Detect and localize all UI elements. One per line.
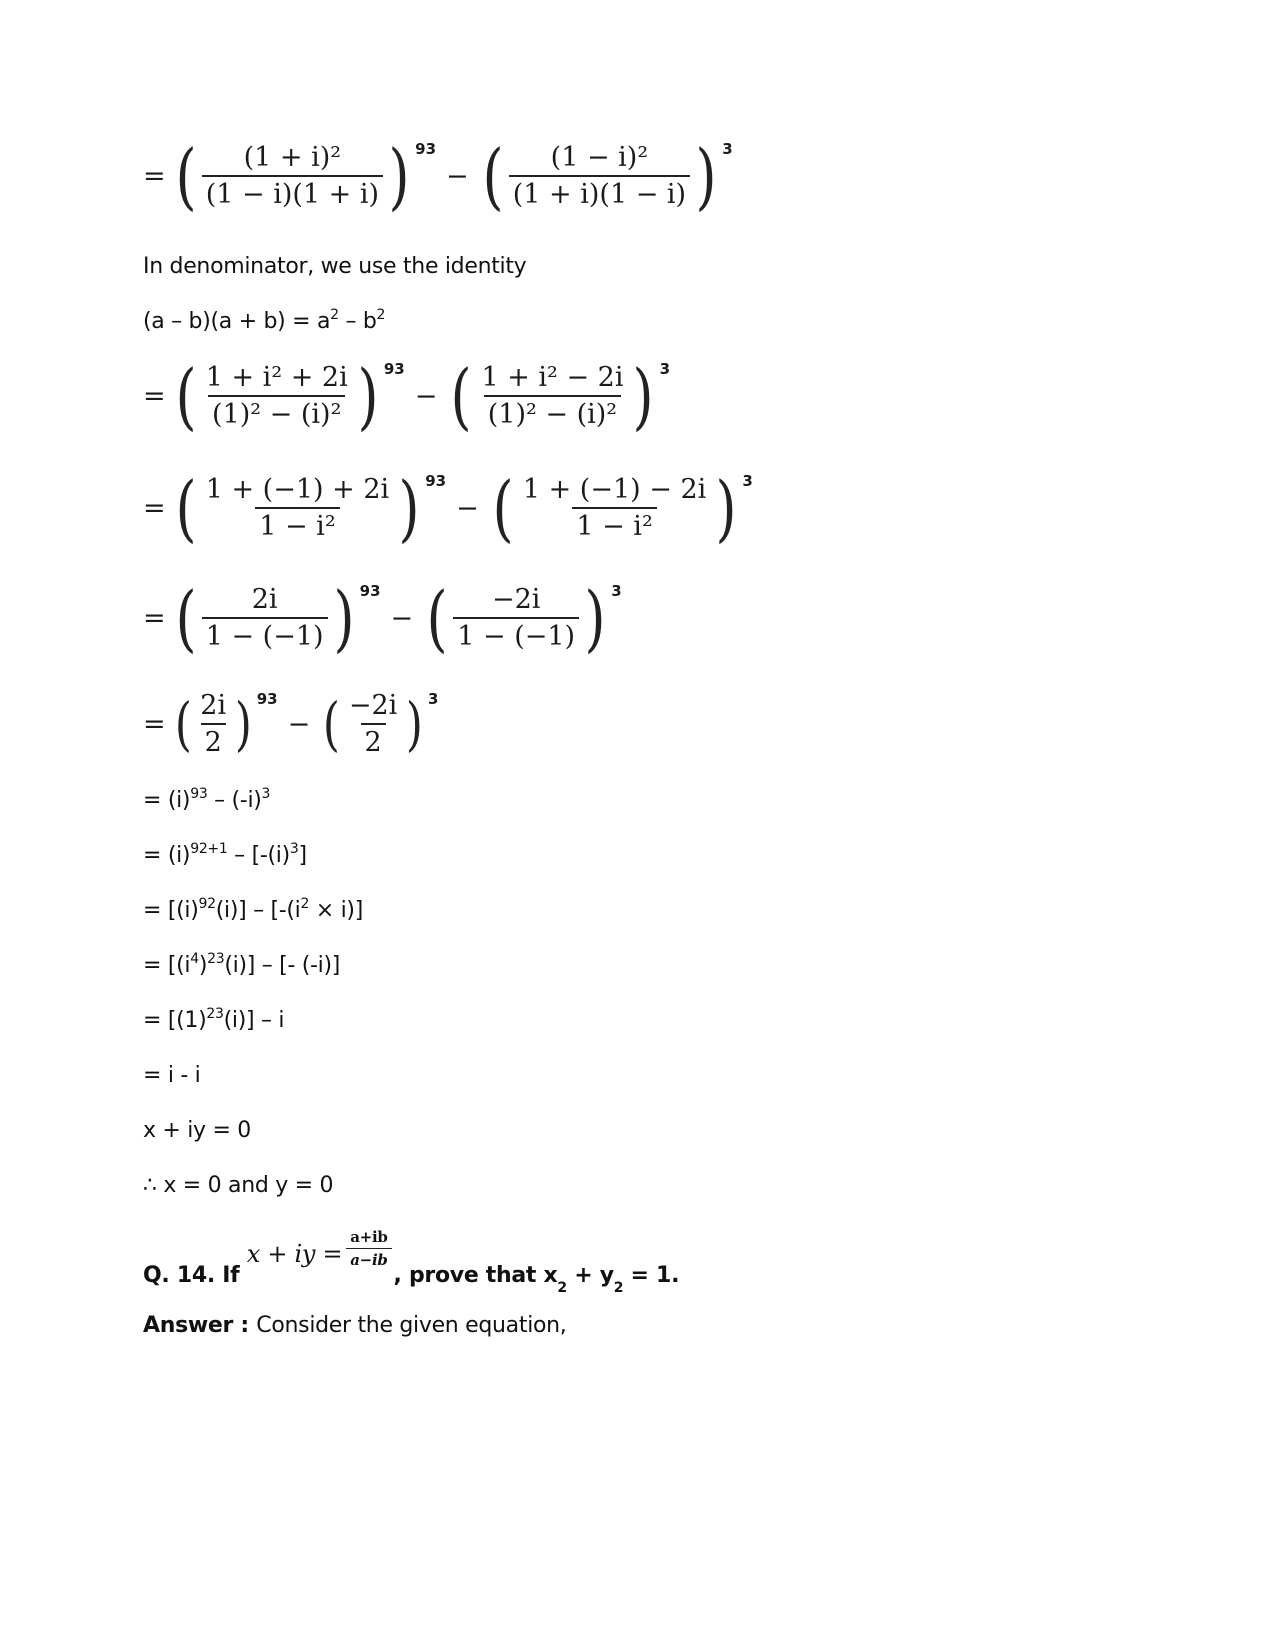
step-3 (143, 898, 363, 923)
question-math (247, 1228, 394, 1269)
numerator: 1 + i² − 2i (481, 362, 624, 393)
fraction (202, 362, 352, 430)
exponent: 3 (659, 360, 670, 378)
equation-1 (143, 134, 733, 218)
numerator: −2i (348, 690, 398, 721)
denominator: 2 (361, 723, 386, 758)
identity-part: – b (338, 309, 377, 334)
right-group: ( $\frac{\text{1 + i² − 2i}}{\text{(1)² − (i)²}}$ ) (450, 354, 655, 438)
numerator: (1 − i)² (550, 142, 649, 173)
superscript: 92 (198, 896, 216, 912)
conclusion: ∴ x = 0 and y = 0 (143, 1173, 334, 1198)
superscript: 2 (300, 896, 310, 912)
right-group: ( $\frac{-2i}{1 - (-1)}$ ) (426, 576, 606, 660)
left-group: ( $\frac{1 + (-1) + 2i}{\text{1 − i²}}$ ) (175, 466, 420, 550)
identity-line (143, 309, 385, 334)
superscript: 2 (330, 307, 339, 323)
equals-sign: = (143, 160, 166, 192)
step-text: – [-(i) (227, 843, 290, 868)
exponent: 93 (425, 472, 447, 490)
numerator: 1 + (−1) − 2i (522, 474, 707, 505)
numerator: a+ib (350, 1228, 388, 1246)
fraction (477, 362, 627, 430)
question-lhs: x + iy = (246, 1239, 343, 1268)
minus-sign: − (390, 602, 414, 634)
step-text: × i)] (309, 898, 363, 923)
step-1 (143, 788, 270, 813)
left-group: ( $\frac{\text{1 + i² + 2i}}{\text{(1)² − (i)²}}$ ) (175, 354, 379, 438)
answer-text: Consider the given equation, (256, 1313, 567, 1338)
question-text: = 1. (623, 1263, 680, 1288)
exponent: 3 (427, 690, 439, 708)
fraction (196, 690, 230, 758)
superscript: 23 (206, 1006, 224, 1022)
step-text: (i)] – i (223, 1008, 285, 1033)
step-6: = i - i (143, 1063, 201, 1088)
step-text: (i)] – [-(i (215, 898, 301, 923)
exponent: 93 (359, 582, 381, 600)
denominator: (1 + i)(1 − i) (509, 175, 690, 210)
denominator: 1 − i² (572, 507, 656, 542)
question-text: , prove that x (393, 1263, 558, 1288)
exponent: 3 (742, 472, 753, 490)
exponent: 93 (415, 140, 437, 158)
answer-label: Answer : (143, 1313, 257, 1338)
minus-sign: − (446, 160, 469, 192)
left-group: ( $\frac{2i}{2}$ ) (174, 690, 252, 758)
equals-sign: = (143, 708, 166, 740)
right-group: ( $\frac{\text{(1 − i)²}}{(1 + i)(1 - i)}$ ) (482, 134, 717, 218)
equation-5 (143, 690, 438, 758)
minus-sign: − (287, 708, 311, 740)
superscript: 23 (207, 951, 225, 967)
exponent: 93 (383, 360, 405, 378)
fraction (453, 584, 579, 652)
step-7: x + iy = 0 (143, 1118, 251, 1143)
left-group: ( $\frac{2i}{1 - (-1)}$ ) (175, 576, 355, 660)
exponent: 3 (611, 582, 622, 600)
step-text: ] (298, 843, 307, 868)
denominator: 2 (201, 723, 226, 758)
denominator: 1 − (−1) (202, 617, 328, 652)
numerator: −2i (491, 584, 541, 615)
numerator: 1 + i² + 2i (205, 362, 348, 393)
fraction (202, 584, 328, 652)
numerator: 1 + (−1) + 2i (205, 474, 390, 505)
step-text: = [(i (143, 953, 191, 978)
step-2 (143, 843, 307, 868)
denominator: 1 − (−1) (453, 617, 579, 652)
superscript: 92+1 (190, 841, 228, 857)
superscript: 3 (289, 841, 299, 857)
step-text: = (i) (143, 788, 191, 813)
step-5 (143, 1008, 284, 1033)
superscript: 3 (261, 786, 271, 802)
minus-sign: − (414, 380, 438, 412)
right-group: ( $\frac{-2i}{2}$ ) (323, 690, 424, 758)
equals-sign: = (143, 602, 166, 634)
equals-sign: = (143, 492, 166, 524)
answer-line (143, 1313, 567, 1338)
denominator: (1)² − (i)² (484, 395, 621, 430)
equation-2 (143, 354, 670, 438)
question-label: Q. 14. If (143, 1263, 247, 1288)
exponent: 93 (256, 690, 278, 708)
question-text: + y (566, 1263, 614, 1288)
exponent: 3 (722, 140, 733, 158)
numerator: 2i (200, 690, 227, 721)
superscript: 93 (190, 786, 208, 802)
numerator: 2i (251, 584, 278, 615)
question-14: Q. 14. If x + iy = $\frac{a+ib}{a-ib}$ , prove that x 2 + y 2 = 1. (143, 1228, 680, 1296)
superscript: 2 (376, 307, 386, 323)
identity-part: (a – b)(a + b) = a (143, 309, 331, 334)
fraction (519, 474, 710, 542)
superscript: 4 (190, 951, 199, 967)
left-group: ( $\frac{\text{(1 + i)²}}{(1 - i)(1 + i)}$ ) (175, 134, 410, 218)
numerator: (1 + i)² (243, 142, 342, 173)
denominator: (1)² − (i)² (208, 395, 345, 430)
denominator: a−ib (346, 1248, 391, 1269)
denominator: (1 − i)(1 + i) (202, 175, 383, 210)
right-group: ( $\frac{1 + (-1) - 2i}{\text{1 − i²}}$ ) (492, 466, 737, 550)
step-text: – (-i) (207, 788, 262, 813)
fraction (509, 142, 690, 210)
step-text: = [(1) (143, 1008, 207, 1033)
step-text: = [(i) (143, 898, 199, 923)
minus-sign: − (456, 492, 479, 524)
fraction (345, 690, 401, 758)
step-text: (i)] – [- (-i)] (224, 953, 341, 978)
fraction (202, 142, 383, 210)
question-fraction (346, 1228, 391, 1269)
denominator-note: In denominator, we use the identity (143, 254, 527, 279)
denominator: 1 − i² (255, 507, 339, 542)
step-4 (143, 953, 340, 978)
fraction (202, 474, 393, 542)
equation-3 (143, 466, 753, 550)
step-text: = (i) (143, 843, 191, 868)
equals-sign: = (143, 380, 166, 412)
step-text: ) (198, 953, 208, 978)
equation-4 (143, 576, 622, 660)
